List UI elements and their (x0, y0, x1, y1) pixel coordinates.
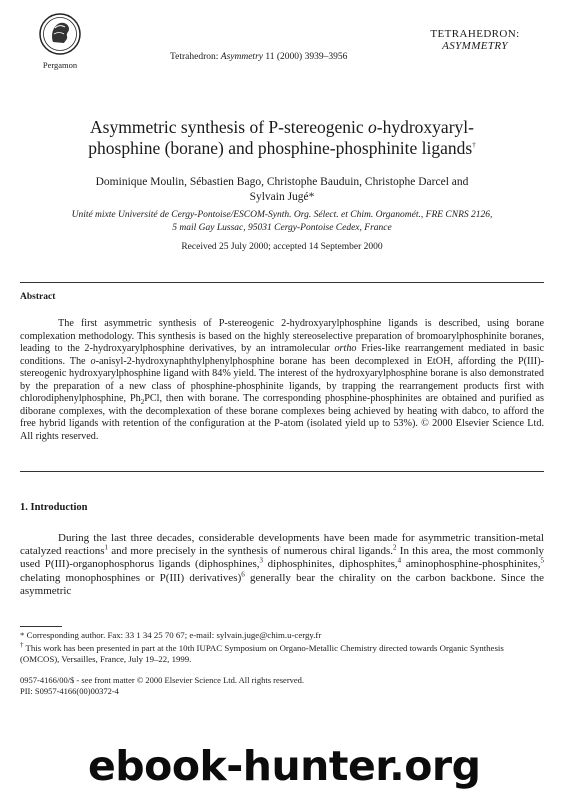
footnote-corresponding: * Corresponding author. Fax: 33 1 34 25 70 67; e-mail: sylvain.juge@chim.u-cergy.fr (20, 630, 322, 640)
article-title: Asymmetric synthesis of P-stereogenic o-hydroxyaryl- phosphine (borane) and phosphine-phosphinite ligands† (88, 117, 476, 158)
section-heading: 1. Introduction (20, 502, 88, 513)
affiliation: Unité mixte Université de Cergy-Pontoise/ESCOM-Synth. Org. Sélect. et Chim. Organomét., FRE CNRS 2126, 5 mail Gay Lussac, 95031 Cergy-Pontoise Cedex, France (71, 210, 493, 233)
abstract-heading: Abstract (20, 292, 56, 302)
author-list: Dominique Moulin, Sébastien Bago, Christophe Bauduin, Christophe Darcel and Sylvain Jugé* (95, 176, 469, 203)
journal-citation: Tetrahedron: Asymmetry 11 (2000) 3939–3956 (170, 52, 348, 62)
abstract-text: The first asymmetric synthesis of P-stereogenic 2-hydroxyarylphosphine ligands is described, using borane complexation methodology. This synthesis is based on the highly stereoselective preparation of bromoarylphosphinite boranes, leading to the 2-hydroxyarylphosphine derivatives, by an intramolecular ortho Fries-like rearrangement mediated in basic conditions. The o-anisyl-2-hydroxynaphthylphenylphosphine borane has been decomplexed in EtOH, affording the P(III)-stereogenic hydroxyarylphosphine ligand with 84% yield. The interest of the hydroxyarylphosphine borane is also demonstrated by the preparation of a new class of phosphine-phosphinite ligands, by trapping the rearrangement products first with chlorodiphenylphosphine, $Ph_2PCl$, then with borane. The corresponding phosphine-phosphinites are obtained and purified as diborane complexes, with the decomplexation of these borane complexes being achieved by heating with dabco, to afford the free hybrid ligands with retention of the configuration at the P-atom (isolated yield up to 53%). © 2000 Elsevier Science Ltd. All rights reserved. (20, 318, 544, 442)
divider (20, 282, 544, 283)
copyright-issn: 0957-4166/00/$ - see front matter © 2000 Elsevier Science Ltd. All rights reserved. PII: S0957-4166(00)00372-4 (20, 675, 305, 696)
received-dates: Received 25 July 2000; accepted 14 September 2000 (181, 242, 383, 252)
watermark: ebook-hunter.org (88, 742, 481, 790)
pergamon-logo (38, 12, 82, 56)
divider (20, 471, 544, 472)
footnote-dagger: † This work has been presented in part at the 10th IUPAC Symposium on Organo-Metallic Chemistry directed towards Organic Synthesis (OMCOS), Versailles, France, July 19–22, 1999. (20, 641, 504, 664)
footnote-divider (20, 626, 62, 627)
publisher-name: Pergamon (42, 60, 78, 70)
intro-paragraph: During the last three decades, considerable developments have been made for asymmetric transition-metal catalyzed reactions$^1$ and more precisely in the synthesis of numerous chiral ligands.$^2$ In this area, the most commonly used P(III)-organophosphorus ligands (diphosphines,$^3$ diphosphinites, diphosphites,$^4$ aminophosphine-phosphinites,$^5$ chelating monophosphines or P(III) derivatives)$^6$ generally bear the chirality on the carbon backbone. Since the asymmetric (20, 532, 545, 597)
journal-name: TETRAHEDRON: ASYMMETRY (430, 28, 520, 52)
